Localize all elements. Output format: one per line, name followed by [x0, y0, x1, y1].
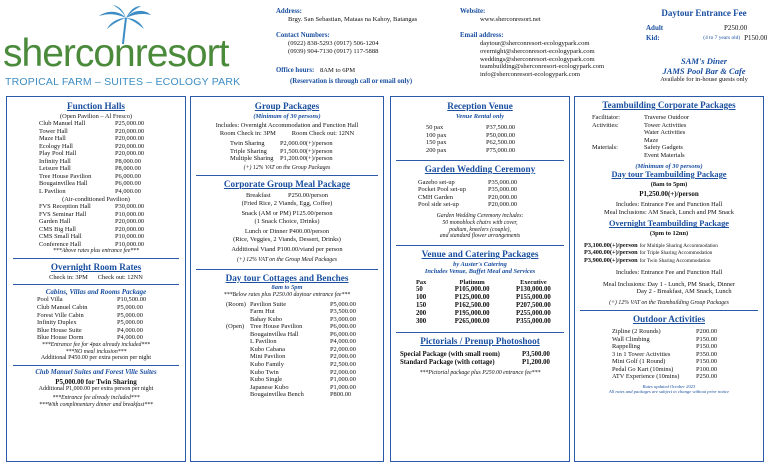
cabin-row: Blue House Suite P4,000.00 — [37, 326, 143, 334]
daytour-teambuilding-title: Day tour Teambuilding Package — [611, 170, 727, 180]
catering-row: 200 P195,000.00 P255,000.00 — [416, 310, 551, 318]
pictorials-title: Pictorials / Prenup Photoshoot — [420, 336, 540, 347]
email-link[interactable]: overnight@sherconresort-ecologypark.com — [480, 47, 595, 55]
cottage-row: Farm Hut P3,500.00 — [250, 308, 356, 316]
catering-row: 100 P125,000.00 P155,000.00 — [416, 294, 551, 302]
activity-row: Zipline (2 Rounds) P200.00 — [612, 328, 718, 336]
hall-row: Club Manuel Hall P25,000.00 — [39, 120, 145, 128]
hall-row: FVS Reception Hall P30,000.00 — [39, 203, 145, 211]
daytour-fee-block — [640, 8, 768, 84]
cottage-row: Kubo Cabana P2,000.00 — [250, 345, 356, 353]
cottage-row: Japanese Kubo P1,000.00 — [250, 383, 356, 391]
activity-row: ATV Experience (10mins) P250.00 — [612, 373, 718, 381]
diner-name: SAM's Diner — [680, 56, 728, 67]
hall-row: Conference Hall P10,000.00 — [39, 240, 145, 248]
activity-row: 3 in 1 Tower Activities P350.00 — [612, 350, 718, 358]
group-package-row: Twin Sharing P2,000.00(+)/person — [230, 140, 333, 148]
function-halls-title: Function Halls — [67, 101, 125, 111]
cottages-table — [226, 301, 356, 399]
cottage-row: Kubo Family P2,500.00 — [250, 361, 356, 369]
garden-row: Pool side set-up P20,000.00 — [418, 201, 518, 209]
teambuilding-details: Facilitator: Traverse Outdoor Activities: Tower Activities Water Activities Maze Materials: Safety Gadgets Event Materials — [592, 114, 690, 159]
catering-row: 300 P265,000.00 P355,000.00 — [416, 318, 551, 326]
catering-row: 150 P162,500.00 P207,500.00 — [416, 302, 551, 310]
overnight-teambuilding-rates — [584, 242, 758, 265]
cabin-row: Infinity Duplex P5,000.00 — [37, 319, 143, 327]
hall-row: Maze Hall P20,000.00 — [39, 135, 145, 143]
ac-halls-table — [39, 203, 144, 248]
cabin-row: Blue House Dorm P4,000.00 — [37, 334, 143, 342]
reception-row: 200 pax P75,000.00 — [426, 146, 516, 154]
group-package-row: Triple Sharing P1,500.00(+)/person — [230, 147, 333, 155]
activity-row: Pedal Go Kart (10mins) P100.00 — [612, 365, 718, 373]
overnight-teambuilding-rate: P3,400.00(+)/person for Triple Sharing Accommodation — [584, 249, 713, 257]
pool-bar-name: JAMS Pool Bar & Cafe — [662, 66, 746, 77]
reception-row: 50 pax P37,500.00 — [426, 124, 516, 132]
cabin-row: Forest Ville Cabin P5,000.00 — [37, 311, 143, 319]
website-link[interactable]: www.sherconresort.net — [480, 16, 541, 24]
cottage-row: Mini Pavilion P2,000.00 — [250, 353, 356, 361]
cottage-row: (Room) Pavilion Suite P5,000.00 — [226, 300, 356, 308]
cottage-row: Kubo Single P1,000.00 — [250, 376, 356, 384]
hall-row: L Pavilion P4,000.00 — [39, 187, 141, 195]
overnight-teambuilding-title: Overnight Teambuilding Package — [608, 219, 730, 229]
column-group-packages: Group Packages (Minimum of 30 persons) Includes: Overnight Accommodation and Function Hall Room Check in: 3PM Room Check out: 12NN Twin Sharing P2,000.00(+)/person Triple Sharing P1,500.00(+)/person Multiple Sharing P1,200.00(+)/person (+) 12% VAT on the Group Packages Corporate Group Meal Package Breakfast P250.00/person (Fried Rice, 2 Viands, Egg, Coffee) Snack (AM or PM) P125.00/person (1 Snack Choice, Drinks) Lunch or Dinner P400.00/person (Rice, Veggies, 2 Viands, Dessert, Drinks) Additional Viand P100.00/viand per person (+) 12% VAT on the Group Meal Packages Day tour Cottages and Benches 8am to 5pm ***Below rates plus P250.00 daytour entrance fee*** (Room) Pavilion Suite P5,000.00 Farm Hut P3,500.00 Bahay Kubo P3,000.00 (Open) Tree House Pavilion P6,000.00 Bougainvillea Hall P6,000.00 L Pavilion P4,000.00 Kubo Cabana P2,000.00 Mini Pavilion P2,000.00 Kubo Family P2,500.00 Kubo Twin P2,000.00 Kubo Single P1,000.00 Japanese Kubo P1,000.00 Bougainvillea Bench P800.00 — [190, 96, 384, 462]
column-teambuilding: Teambuilding Corporate Packages Facilitator: Traverse Outdoor Activities: Tower Activities Water Activities Maze Materials: Safety Gadgets Event Materials (Minimum of 30 persons) Day tour Teambuilding Package (8am to 5pm) P1,250.00(+)/person Includes: Entrance Fee and Function Hall Meal Inclusions: AM Snack, Lunch and PM Snack Overnight Teambuilding Package (3pm to 12nn) P3,100.00(+)/person for Multiple Sharing Accommodation P3,400.00(+)/person for Triple Sharing Accommodation P3,900.00(+)/person for Twin Sharing Accommodation Includes: Entrance Fee and Function Hall Meal Inclusions: Day 1 - Lunch, PM Snack, Dinner Day 2 - Breakfast, AM Snack, Lunch (+) 12% VAT on the Teambuilding Group Packages Outdoor Activities Zipline (2 Rounds) P200.00 Wall Climbing P150.00 Rappelling P150.00 3 in 1 Tower Activities P350.00 Mini Golf (1 Round) P150.00 Pedal Go Kart (10mins) P100.00 ATV Experience (10mins) P250.00 Rates updated October 2023 All rates and packages are subject to change without prior notice — [574, 96, 764, 462]
email-link[interactable]: daytour@sherconresort-ecologypark.com — [480, 40, 590, 48]
daytour-fee-title: Daytour Entrance Fee — [661, 8, 747, 18]
hall-row: Tree House Pavilion P6,000.00 — [39, 172, 141, 180]
email-link[interactable]: info@sherconresort-ecologypark.com — [480, 71, 580, 79]
cottage-row: Bougainvillea Bench P800.00 — [250, 391, 352, 399]
group-packages-table — [230, 140, 333, 163]
activity-row: Mini Golf (1 Round) P150.00 — [612, 358, 718, 366]
email-link[interactable]: teambuilding@sherconresort-ecologypark.com — [480, 63, 605, 71]
cottage-row: Bahay Kubo P3,000.00 — [250, 315, 356, 323]
overnight-teambuilding-rate: P3,900.00(+)/person for Twin Sharing Accommodation — [584, 256, 711, 264]
hall-row: CMS Small Hall P10,000.00 — [39, 233, 145, 241]
reception-venue-title: Reception Venue — [447, 101, 513, 111]
column-function-halls: Function Halls (Open Pavilion – Al Fresco) Club Manuel Hall P25,000.00 Tower Hall P20,000.00 Maze Hall P20,000.00 Ecology Hall P20,000.00 Play Pool Hall P20,000.00 Infinity Hall P8,000.00 Leisure Hall P8,000.00 Tree House Pavilion P6,000.00 Bougainvillea Hall P6,000.00 L Pavilion P4,000.00 (Air-conditioned Pavilion) FVS Reception Hall P30,000.00 FVS Seminar Hall P10,000.00 Garden Hall P20,000.00 CMS Big Hall P20,000.00 CMS Small Hall P10,000.00 Conference Hall P10,000.00 ***Above rates plus entrance fee*** Overnight Room Rates Check in: 3PM Check out: 12NN Cabins, Villas and Rooms Package Pool Villa P10,500.00 Club Manuel Cabin P5,000.00 Forest Ville Cabin P5,000.00 Infinity Duplex P5,000.00 Blue House Suite P4,000.00 Blue House Dorm P4,000.00 ***Entrance fee for 4pax already included*** ***NO meal inclusion*** Additional P450.00 per extra person per night Club Manuel Suites and Forest Ville Suites P5,000.00 for Twin Sharing Additional P1,000.00 per extra person per night ***Entrance fee already included*** ***With complimentary dinner and breakfast*** — [6, 96, 186, 462]
hall-row: CMS Big Hall P20,000.00 — [39, 225, 145, 233]
email-link[interactable]: weddings@sherconresort-ecologypark.com — [480, 55, 595, 63]
garden-row: Pocket Pool set-up P35,000.00 — [418, 186, 518, 194]
cabins-table — [37, 296, 146, 341]
kid-fee-row: Kid : (4 to 7 years old) P150.00 — [646, 33, 768, 42]
pictorial-row: Special Package (with small room) P3,500.00 — [400, 350, 550, 358]
teambuilding-title: Teambuilding Corporate Packages — [602, 100, 736, 110]
cottage-row: Kubo Twin P2,000.00 — [250, 368, 356, 376]
garden-wedding-title: Garden Wedding Ceremony — [424, 164, 536, 175]
reception-row: 100 pax P50,000.00 — [426, 131, 516, 139]
overnight-rates-title: Overnight Room Rates — [50, 262, 142, 273]
hall-row: Tower Hall P20,000.00 — [39, 127, 145, 135]
activity-row: Wall Climbing P150.00 — [612, 335, 718, 343]
diner-note: Available for in-house guests only — [660, 76, 748, 84]
cottage-row: L Pavilion P4,000.00 — [250, 338, 356, 346]
contact-block: Contact Numbers: (0922) 838-5293 (0917) 506-1204 (0939) 904-7130 (0917) 117-5888 — [276, 32, 379, 55]
cottage-row: Bougainvillea Hall P6,000.00 — [250, 330, 356, 338]
hall-row: Infinity Hall P8,000.00 — [39, 157, 141, 165]
cottage-row: (Open) Tree House Pavilion P6,000.00 — [226, 323, 356, 331]
brand-name: sherconresort — [3, 32, 229, 75]
outdoor-activities-title: Outdoor Activities — [632, 313, 706, 324]
address-block: Address: Brgy. San Sebastian, Mataas na Kahoy, Batangas — [276, 8, 418, 24]
website-block: Website: www.sherconresort.net — [460, 8, 541, 24]
reception-table — [426, 124, 515, 154]
garden-row: CMH Garden P20,000.00 — [418, 193, 518, 201]
hall-row: FVS Seminar Hall P10,000.00 — [39, 210, 145, 218]
venue-catering-title: Venue and Catering Packages — [421, 249, 539, 260]
header — [0, 0, 768, 94]
column-reception-venue: Reception Venue Venue Rental only 50 pax P37,500.00 100 pax P50,000.00 150 pax P62,500.00 200 pax P75,000.00 Garden Wedding Ceremony Gazebo set-up P35,000.00 Pocket Pool set-up P35,000.00 CMH Garden P20,000.00 Pool side set-up P20,000.00 Garden Wedding Ceremony includes: 50 monoblock chairs with cover, podium, kneelers (couple), and standard flower arrangements Venue and Catering Packages by Auster's Catering Includes Venue, Buffet Meal and Services Pax Platinum Executive 50 P105,000.00 P130,000.00 100 P125,000.00 P155,000.00 150 P162,500.00 P207,500.00 200 P195,000.00 P255,000.00 300 P265,000.00 P355,000.00 Pictorials / Prenup Photoshoot Special Package (with small room) P3,500.00 Standard Package (with cottage) P1,200.00 ***Pictorial package plus P250.00 entrance fee*** — [390, 96, 570, 462]
activity-row: Rappelling P150.00 — [612, 343, 718, 351]
hall-row: Play Pool Hall P20,000.00 — [39, 150, 145, 158]
hall-row: Leisure Hall P8,000.00 — [39, 165, 141, 173]
pictorials-table — [400, 351, 550, 367]
catering-row: 50 P105,000.00 P130,000.00 — [416, 286, 551, 294]
pictorial-row: Standard Package (with cottage) P1,200.00 — [400, 358, 550, 366]
open-halls-table — [39, 120, 144, 195]
office-hours-block: Office hours: 8AM to 6PM (Reservation is through call or email only) — [276, 67, 413, 86]
group-packages-title: Group Packages — [254, 101, 320, 111]
day-tour-cottages-title: Day tour Cottages and Benches — [225, 272, 349, 283]
adult-fee-row: Adult P250.00 — [646, 23, 748, 32]
outdoor-table — [612, 328, 717, 381]
hall-row: Bougainvillea Hall P6,000.00 — [39, 180, 141, 188]
reception-row: 150 pax P62,500.00 — [426, 139, 516, 147]
overnight-teambuilding-rate: P3,100.00(+)/person for Multiple Sharing Accommodation — [584, 241, 718, 249]
garden-row: Gazebo set-up P35,000.00 — [418, 178, 518, 186]
catering-table: Pax Platinum Executive 50 P105,000.00 P130,000.00 100 P125,000.00 P155,000.00 150 P162,500.00 P207,500.00 200 P195,000.00 P255,000.00 300 P265,000.00 P355,000.00 — [416, 279, 564, 327]
corporate-meal-title: Corporate Group Meal Package — [223, 178, 351, 189]
group-package-row: Multiple Sharing P1,200.00(+)/person — [230, 155, 333, 163]
hall-row: Ecology Hall P20,000.00 — [39, 142, 145, 150]
email-block: Email address: daytour@sherconresort-ecologypark.com overnight@sherconresort-ecologypark.com weddings@sherconresort-ecologypark.com teambuilding@sherconresort-ecologypark.com info@sherconresort-ecologypark.com — [460, 32, 605, 79]
cabin-row: Club Manuel Cabin P5,000.00 — [37, 304, 143, 312]
resort-logo — [3, 4, 263, 92]
brand-tagline: TROPICAL FARM – SUITES – ECOLOGY PARK — [5, 76, 241, 88]
hall-row: Garden Hall P20,000.00 — [39, 218, 145, 226]
garden-table — [418, 179, 517, 209]
cabin-row: Pool Villa P10,500.00 — [37, 296, 147, 304]
